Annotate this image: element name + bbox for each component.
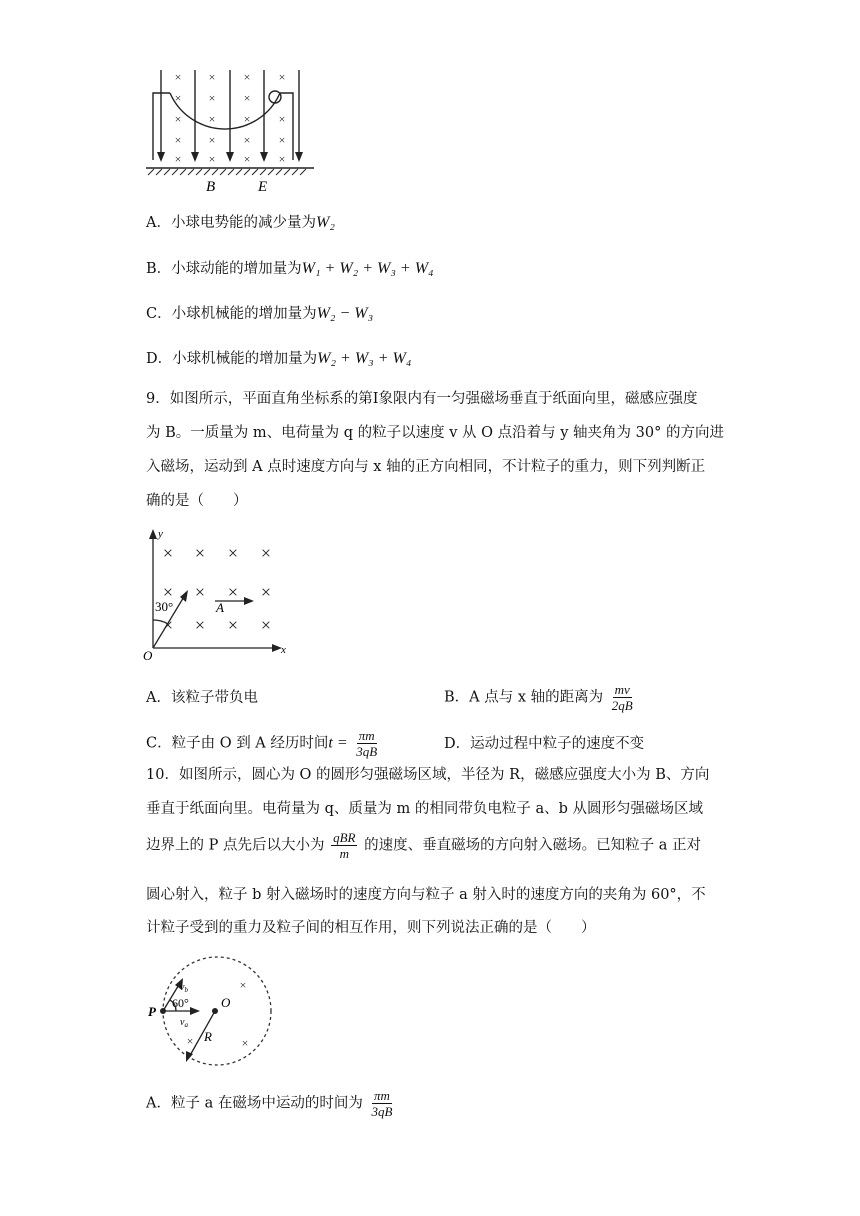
q8-option-a: A．小球电势能的减少量为W₂ xyxy=(146,214,335,231)
fraction: $\frac{\pi m}{3qB}$ xyxy=(371,1088,393,1119)
svg-text:×: × xyxy=(278,133,286,147)
svg-text:×: × xyxy=(278,152,286,166)
axis-x-label: x xyxy=(281,644,286,656)
expr: W₂ + W₃ + W₄ xyxy=(317,350,412,367)
svg-text:×: × xyxy=(174,70,182,84)
svg-text:×: × xyxy=(194,615,206,635)
svg-text:×: × xyxy=(239,978,247,992)
svg-text:×: × xyxy=(194,543,206,563)
q10-option-a: A．粒子 a 在磁场中运动的时间为 $\frac{\pi m}{3qB}$ xyxy=(146,1088,393,1119)
svg-text:×: × xyxy=(208,112,216,126)
figure-quadrant-field xyxy=(0,525,860,675)
svg-text:×: × xyxy=(278,112,286,126)
svg-text:×: × xyxy=(243,112,251,126)
expr: W₂ − W₃ xyxy=(316,305,374,322)
q10-line1: 10．如图所示，圆心为 O 的圆形匀强磁场区域，半径为 R，磁感应强度大小为 B、方向 xyxy=(146,767,710,783)
svg-text:×: × xyxy=(260,543,272,563)
q8-option-d: D．小球机械能的增加量为W₂ + W₃ + W₄ xyxy=(146,350,412,367)
q9-option-d: D．运动过程中粒子的速度不变 xyxy=(444,736,645,752)
q9-option-a: A．该粒子带负电 xyxy=(146,690,258,706)
center-o-label: O xyxy=(221,995,231,1010)
svg-text:×: × xyxy=(260,615,272,635)
svg-text:×: × xyxy=(243,152,251,166)
svg-text:×: × xyxy=(208,152,216,166)
va-label: $v_a$ xyxy=(180,1017,188,1029)
angle-label: 30° xyxy=(155,599,174,614)
fraction: $\frac{\text{qBR}}{m}$ xyxy=(333,830,356,861)
point-a-label: A xyxy=(216,600,224,615)
angle-label: 60° xyxy=(172,996,189,1010)
radius-r-label: R xyxy=(204,1029,212,1044)
svg-text:×: × xyxy=(227,582,239,602)
svg-text:×: × xyxy=(162,615,174,635)
svg-text:×: × xyxy=(227,543,239,563)
svg-text:×: × xyxy=(208,70,216,84)
svg-text:×: × xyxy=(243,91,251,105)
q9-option-c: C．粒子由 O 到 A 经历时间t = $\frac{\pi m}{3qB}$ xyxy=(146,728,378,759)
svg-text:×: × xyxy=(278,70,286,84)
q10-line3: 边界上的 P 点先后以大小为 $\frac{\text{qBR}}{m}$ 的速度、垂直磁场的方向射入磁场。已知粒子 a 正对 xyxy=(146,830,701,861)
fraction: $\frac{mv}{2qB}$ xyxy=(611,682,633,713)
origin-label: O xyxy=(143,648,153,663)
svg-text:×: × xyxy=(162,582,174,602)
q9-option-b: B．A 点与 x 轴的距离为 $\frac{mv}{2qB}$ xyxy=(444,682,633,713)
svg-text:×: × xyxy=(243,133,251,147)
q10-line4: 圆心射入，粒子 b 射入磁场时的速度方向与粒子 a 射入时的速度方向的夹角为 60°，不 xyxy=(146,887,706,903)
q9-line2: 为 B。一质量为 m、电荷量为 q 的粒子以速度 v 从 O 点沿着与 y 轴夹角为 30° 的方向进 xyxy=(146,425,724,441)
figure-field-track xyxy=(0,0,860,200)
svg-text:×: × xyxy=(174,112,182,126)
svg-text:×: × xyxy=(241,1036,249,1050)
q8-option-b: B．小球动能的增加量为W₁ + W₂ + W₃ + W₄ xyxy=(146,260,434,277)
svg-text:×: × xyxy=(174,133,182,147)
figure-circular-field xyxy=(0,955,860,1075)
point-p-label: P xyxy=(148,1004,156,1019)
q9-line4: 确的是（ ） xyxy=(146,493,248,509)
svg-text:×: × xyxy=(194,582,206,602)
fraction: $\frac{\pi m}{3qB}$ xyxy=(356,728,378,759)
q10-line5: 计粒子受到的重力及粒子间的相互作用，则下列说法正确的是（ ） xyxy=(146,920,596,936)
expr: W₁ + W₂ + W₃ + W₄ xyxy=(301,260,434,277)
svg-text:×: × xyxy=(174,91,182,105)
vb-label: $v_b$ xyxy=(180,982,188,994)
svg-text:×: × xyxy=(208,133,216,147)
axis-y-label: y xyxy=(158,528,163,540)
label-e: E xyxy=(258,179,268,195)
svg-text:×: × xyxy=(227,615,239,635)
q8-option-c: C．小球机械能的增加量为W₂ − W₃ xyxy=(146,305,374,322)
svg-text:×: × xyxy=(186,1034,194,1048)
svg-text:×: × xyxy=(162,543,174,563)
q10-line2: 垂直于纸面向里。电荷量为 q、质量为 m 的相同带负电粒子 a、b 从圆形匀强磁场区域 xyxy=(146,801,704,817)
q9-line3: 入磁场，运动到 A 点时速度方向与 x 轴的正方向相同，不计粒子的重力，则下列判断正 xyxy=(146,459,706,475)
svg-text:×: × xyxy=(174,152,182,166)
label-b: B xyxy=(206,179,216,195)
svg-text:×: × xyxy=(243,70,251,84)
expr: W₂ xyxy=(315,214,335,231)
svg-text:×: × xyxy=(260,582,272,602)
svg-text:×: × xyxy=(208,91,216,105)
q9-line1: 9．如图所示，平面直角坐标系的第Ⅰ象限内有一匀强磁场垂直于纸面向里，磁感应强度 xyxy=(146,391,698,407)
